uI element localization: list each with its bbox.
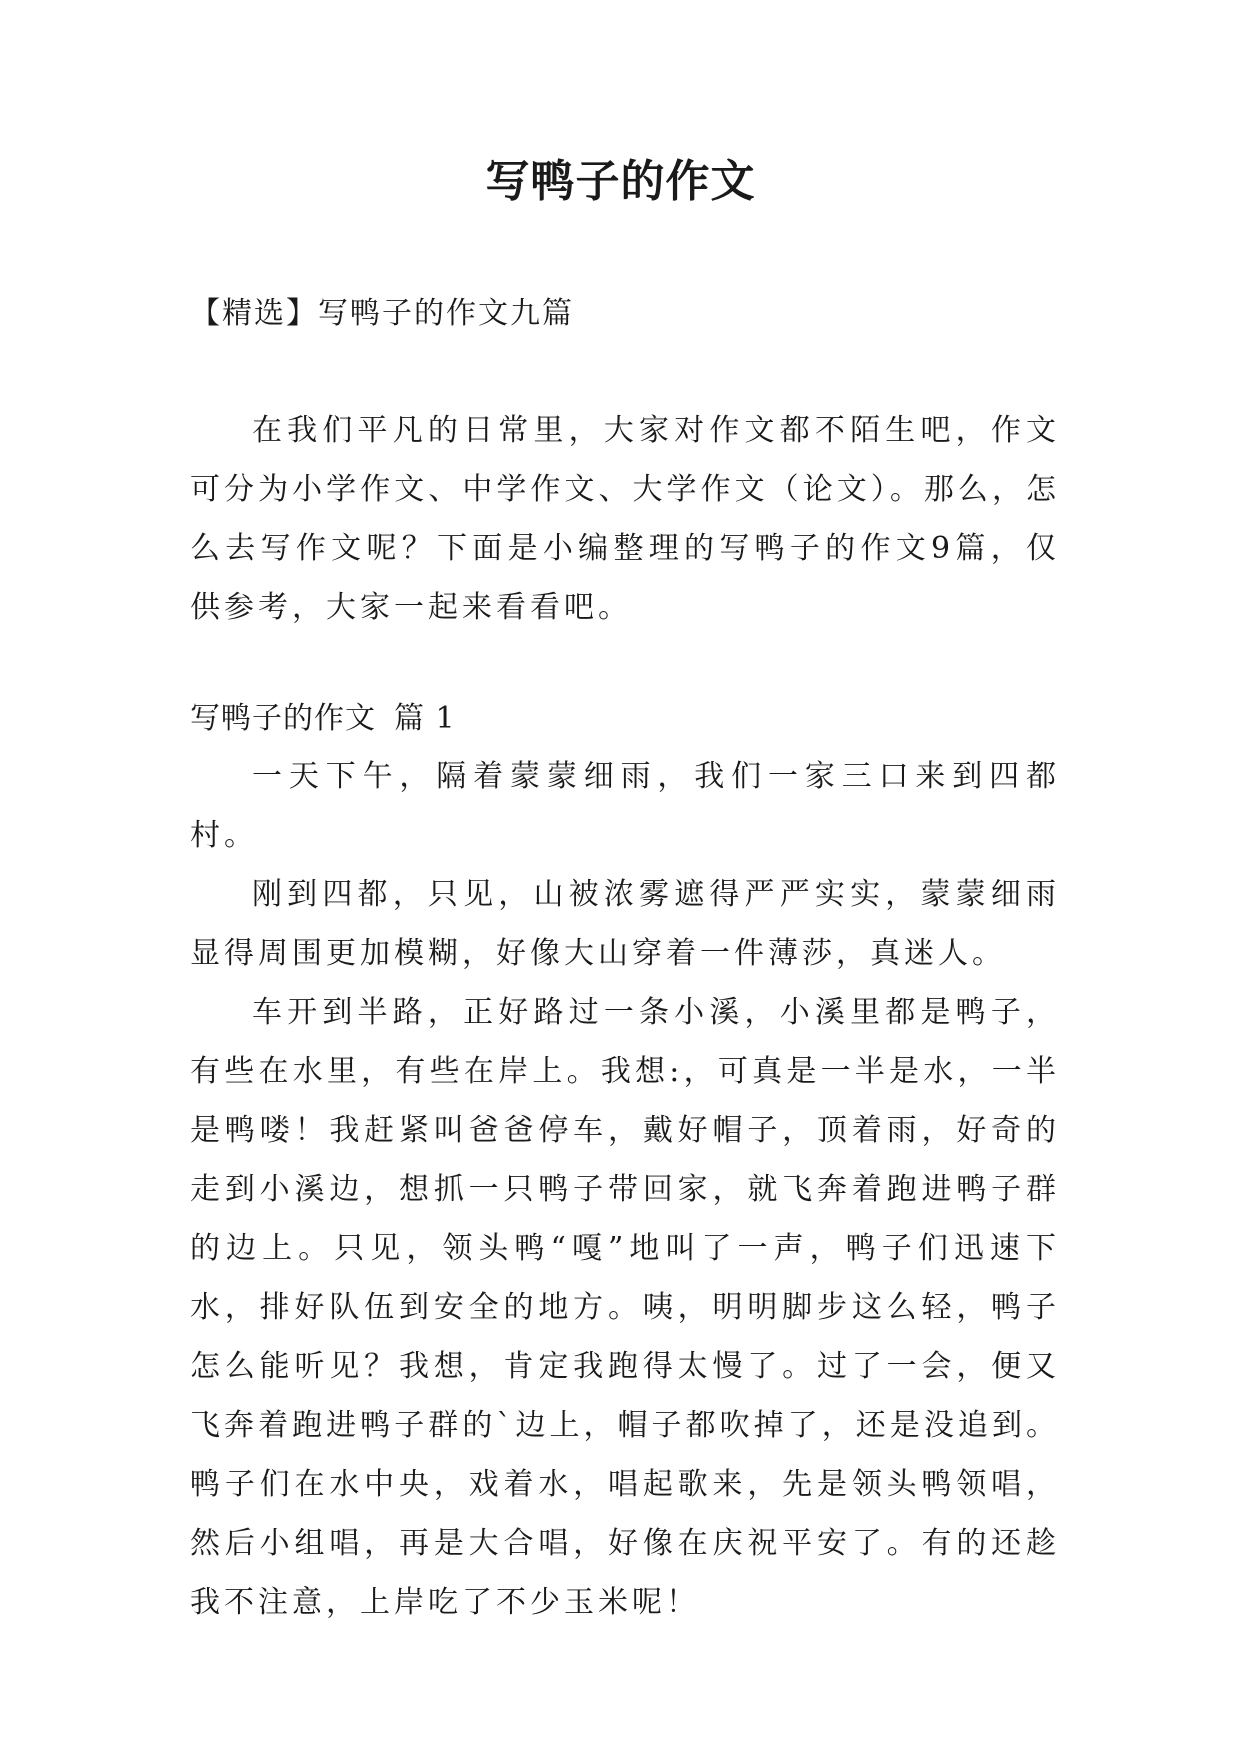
essay-paragraph: 车开到半路，正好路过一条小溪，小溪里都是鸭子，有些在水里，有些在岸上。我想:，可真是一半是水，一半是鸭喽！我赶紧叫爸爸停车，戴好帽子，顶着雨，好奇的走到小溪边，想抓一只鸭子带回家，就飞奔着跑进鸭子群的边上。只见，领头鸭“嘎”地叫了一声，鸭子们迅速下水，排好队伍到安全的地方。咦，明明脚步这么轻，鸭子怎么能听见？我想，肯定我跑得太慢了。过了一会，便又飞奔着跑进鸭子群的`边上，帽子都吹掉了，还是没追到。鸭子们在水中央，戏着水，唱起歌来，先是领头鸭领唱，然后小组唱，再是大合唱，好像在庆祝平安了。有的还趁我不注意，上岸吃了不少玉米呢！ [190, 995, 1060, 1620]
section-heading [190, 697, 456, 741]
document-subtitle: 【精选】写鸭子的作文九篇 [190, 296, 574, 331]
essay-body [190, 747, 1060, 1632]
section-title: 写鸭子的作文 [190, 701, 376, 736]
intro-paragraph: 在我们平凡的日常里，大家对作文都不陌生吧，作文可分为小学作文、中学作文、大学作文（论文）。那么，怎么去写作文呢？下面是小编整理的写鸭子的作文9篇，仅供参考，大家一起来看看吧。 [190, 413, 1060, 625]
essay-paragraph: 刚到四都，只见，山被浓雾遮得严严实实，蒙蒙细雨显得周围更加模糊，好像大山穿着一件薄莎，真迷人。 [190, 877, 1060, 971]
section-label: 篇 1 [394, 701, 456, 736]
intro-block [190, 401, 1060, 637]
essay-paragraph: 一天下午，隔着蒙蒙细雨，我们一家三口来到四都村。 [190, 759, 1060, 853]
document-title: 写鸭子的作文 [485, 156, 756, 207]
